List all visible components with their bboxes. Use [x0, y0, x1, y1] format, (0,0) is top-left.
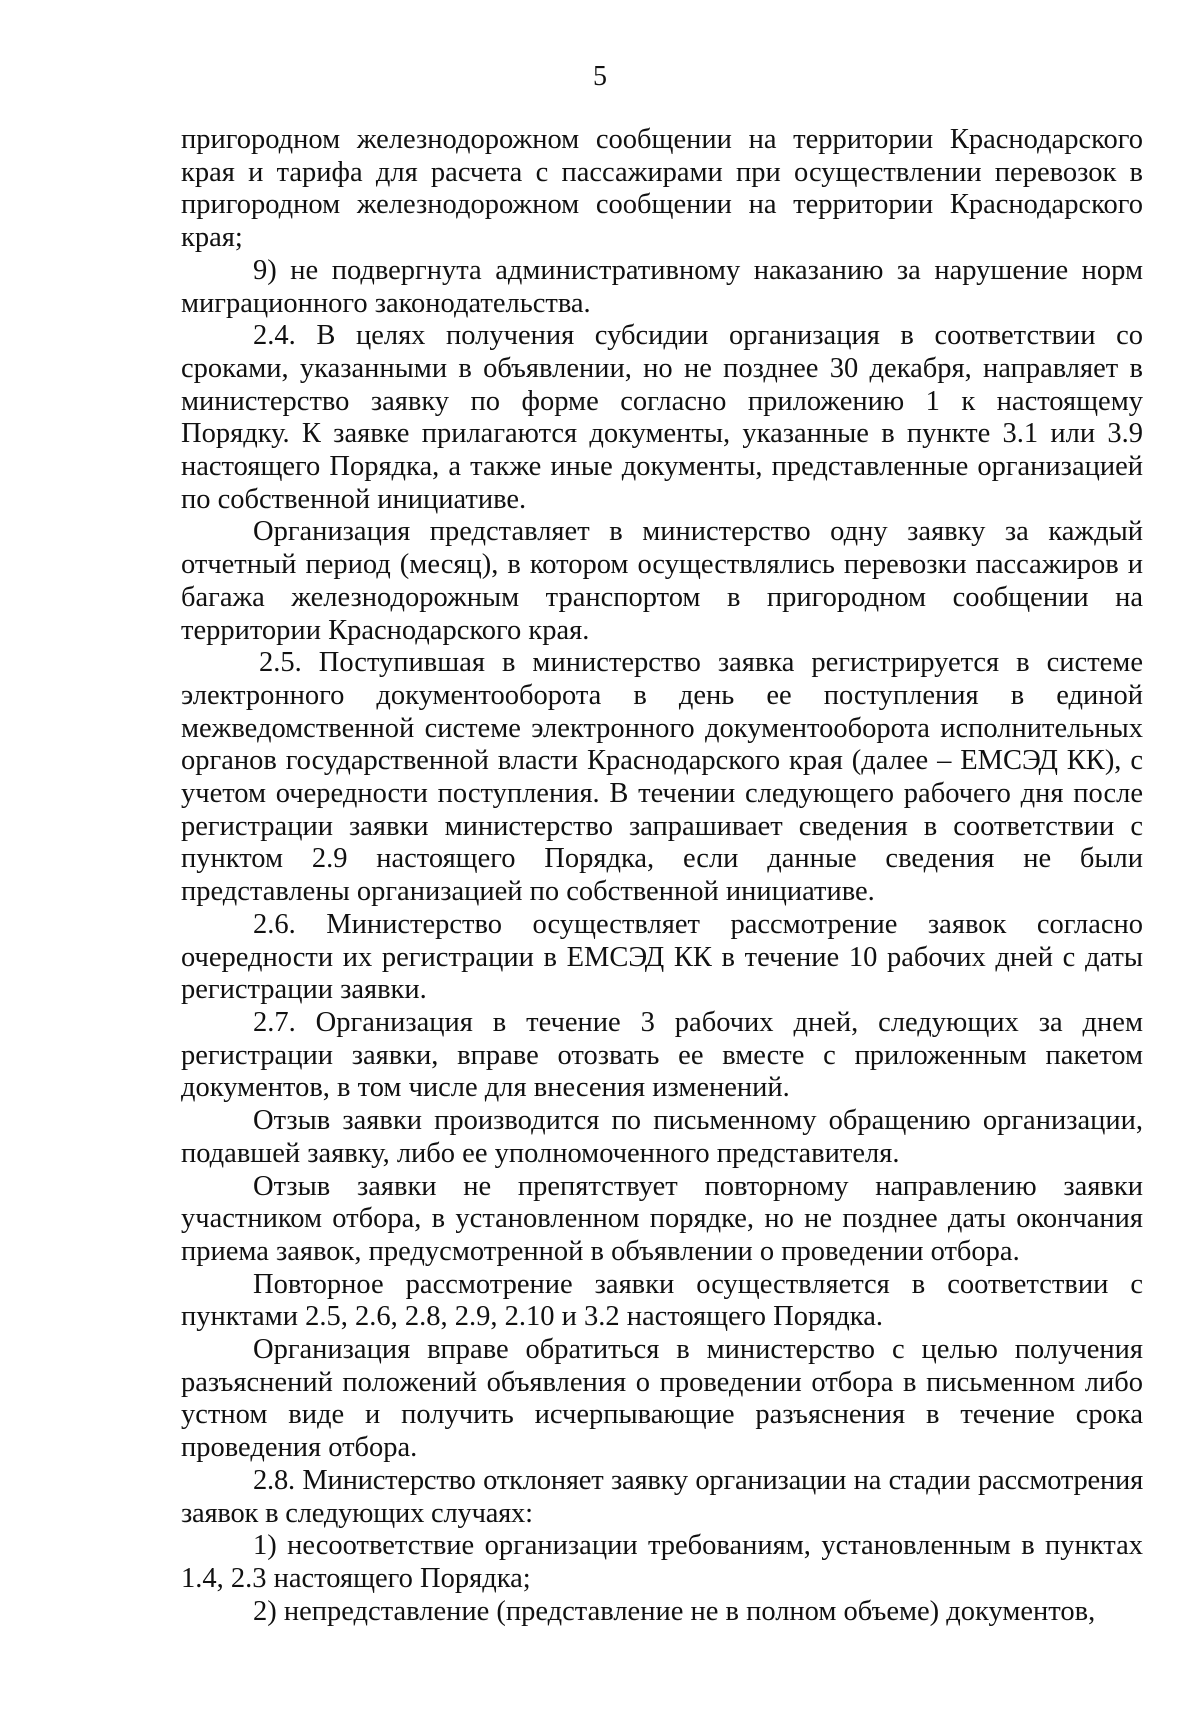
paragraph-2-5: 2.5. Поступившая в министерство заявка регистрируется в системе электронного документооборота в день ее поступления в единой межведомственной системе электронного документооборота исполнительных органов государственной власти Краснодарского края (далее – ЕМСЭД КК), с учетом очередности поступления. В течении следующего рабочего дня после регистрации заявки министерство запрашивает сведения в соответствии с пунктом 2.9 настоящего Порядка, если данные сведения не были представлены организацией по собственной инициативе. — [181, 647, 1143, 908]
paragraph-2-7: 2.7. Организация в течение 3 рабочих дней, следующих за днем регистрации заявки, вправе отозвать ее вместе с приложенным пакетом документов, в том числе для внесения изменений. — [181, 1006, 1143, 1104]
paragraph-withdrawal-procedure: Отзыв заявки производится по письменному обращению организации, подавшей заявку, либо ее уполномоченного представителя. — [181, 1105, 1143, 1169]
paragraph-item-9: 9) не подвергнута административному наказанию за нарушение норм миграционного законодательства. — [181, 254, 1143, 319]
paragraph-2-6: 2.6. Министерство осуществляет рассмотрение заявок согласно очередности их регистрации в ЕМСЭД КК в течение 10 рабочих дней с даты регистрации заявки. — [181, 908, 1143, 1006]
paragraph-clarification-request: Организация вправе обратиться в министерство с целью получения разъяснений положений объявления о проведении отбора в письменном либо устном виде и получить исчерпывающие разъяснения в течение срока проведения отбора. — [181, 1334, 1143, 1464]
paragraph-one-application-per-period: Организация представляет в министерство одну заявку за каждый отчетный период (месяц), в котором осуществлялись перевозки пассажиров и багажа железнодорожным транспортом в пригородном сообщении на территории Краснодарского края. — [181, 516, 1143, 646]
paragraph-case-1: 1) несоответствие организации требованиям, установленным в пунктах 1.4, 2.3 настоящего Порядка; — [181, 1530, 1143, 1594]
document-body — [181, 124, 1143, 1628]
paragraph-case-2: 2) непредставление (представление не в полном объеме) документов, — [253, 1595, 1096, 1627]
page-number: 5 — [593, 61, 607, 92]
paragraph-2-8: 2.8. Министерство отклоняет заявку организации на стадии рассмотрения заявок в следующих случаях: — [181, 1464, 1143, 1529]
paragraph-continuation: пригородном железнодорожном сообщении на территории Краснодарского края и тарифа для расчета с пассажирами при осуществлении перевозок в пригородном железнодорожном сообщении на территории Краснодарского края; — [181, 124, 1143, 254]
paragraph-2-4: 2.4. В целях получения субсидии организация в соответствии со сроками, указанными в объявлении, но не позднее 30 декабря, направляет в министерство заявку по форме согласно приложению 1 к настоящему Порядку. К заявке прилагаются документы, указанные в пункте 3.1 или 3.9 настоящего Порядка, а также иные документы, представленные организацией по собственной инициативе. — [181, 320, 1143, 515]
paragraph-repeat-review: Повторное рассмотрение заявки осуществляется в соответствии с пунктами 2.5, 2.6, 2.8, 2.9, 2.10 и 3.2 настоящего Порядка. — [181, 1268, 1143, 1333]
paragraph-withdrawal-no-obstacle: Отзыв заявки не препятствует повторному направлению заявки участником отбора, в установленном порядке, но не позднее даты окончания приема заявок, предусмотренной в объявлении о проведении отбора. — [181, 1170, 1143, 1267]
